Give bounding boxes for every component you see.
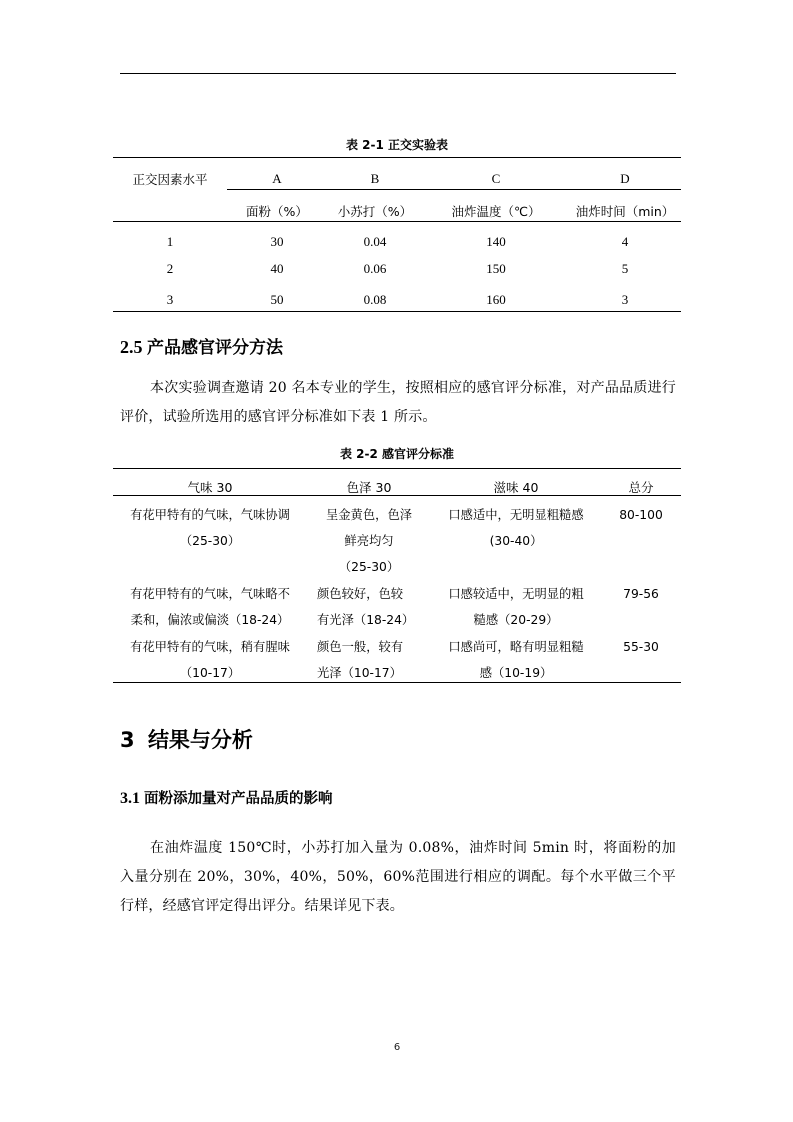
- section-title: 面粉添加量对产品品质的影响: [144, 791, 333, 807]
- table2-header-color: 色泽 30: [346, 480, 392, 495]
- table2-cell-line: 口感较适中，无明显的粗: [448, 587, 584, 601]
- table1-cell: 140: [486, 234, 506, 249]
- table2-row3-odor: [113, 634, 307, 686]
- table1-cell: 0.06: [363, 261, 387, 276]
- table2-row1-color: [307, 502, 431, 580]
- table2-row1-total: 80-100: [619, 508, 663, 522]
- table1-factor-name-c: 油炸温度（℃）: [451, 204, 541, 219]
- table1-cell: 50: [270, 292, 284, 307]
- table2-row1-taste: [431, 502, 601, 554]
- table1-row-level: 1: [166, 234, 174, 249]
- table1-factor-name-d: 油炸时间（min）: [575, 204, 675, 219]
- table2-row1-odor: [113, 502, 307, 554]
- section-2-5-heading: [120, 333, 283, 358]
- table1-cell: 30: [270, 234, 284, 249]
- section-number: 3: [120, 728, 135, 752]
- table1-cell: 150: [486, 261, 506, 276]
- table1-top-rule: [113, 157, 681, 158]
- table1-row-header-label: 正交因素水平: [132, 172, 208, 187]
- table2-row3-color: [307, 634, 431, 686]
- table2-cell-line: 糙感（20-29）: [473, 613, 559, 627]
- table2-cell-line: 感（10-19）: [479, 666, 553, 680]
- section-2-5-paragraph: 本次实验调查邀请 20 名本专业的学生，按照相应的感官评分标准，对产品品质进行评价，试验所选用的感官评分标准如下表 1 所示。: [120, 380, 676, 425]
- section-3-1-paragraph: 在油炸温度 150℃时，小苏打加入量为 0.08%，油炸时间 5min 时，将面粉的加入量分别在 20%，30%，40%，50%，60%范围进行相应的调配。每个水平做三个平行样，经感官评定得出评分。结果详见下表。: [120, 840, 676, 914]
- page-header-rule: [120, 73, 676, 74]
- table1-cell: 0.04: [363, 234, 387, 249]
- table1-factor-name-b: 小苏打（%）: [337, 204, 413, 219]
- table2-cell-line: (30-40）: [489, 534, 543, 548]
- table1-caption: 表 2-1 正交实验表: [345, 138, 449, 152]
- table2-cell-line: 光泽（10-17）: [317, 666, 402, 680]
- table2-cell-line: 口感适中，无明显粗糙感: [448, 508, 584, 522]
- table1-factor-letter-b: B: [370, 171, 380, 186]
- table2-cell-line: （10-17）: [179, 666, 241, 680]
- table2-header-taste: 滋味 40: [493, 480, 539, 495]
- section-number: 3.1: [120, 790, 140, 807]
- table1-cell: 4: [621, 234, 629, 249]
- table2-bottom-rule: [113, 682, 681, 683]
- table1-factor-letter-a: A: [272, 171, 282, 186]
- table2-row2-color: [307, 581, 431, 633]
- table2-header-odor: 气味 30: [187, 480, 233, 495]
- table2-row3-taste: [431, 634, 601, 686]
- table1-cell: 0.08: [363, 292, 387, 307]
- table2-cell-line: （25-30）: [338, 560, 400, 574]
- table2-caption: 表 2-2 感官评分标准: [339, 447, 455, 461]
- section-title: 结果与分析: [147, 728, 253, 752]
- table1-factor-name-a: 面粉（%）: [246, 204, 308, 219]
- table2-cell-line: 口感尚可，略有明显粗糙: [448, 640, 584, 654]
- table2-cell-line: 柔和，偏浓或偏淡（18-24）: [130, 613, 290, 627]
- table2-cell-line: 有光泽（18-24）: [317, 613, 415, 627]
- table2-cell-line: 有花甲特有的气味，气味略不: [130, 587, 290, 601]
- table2-cell-line: 有花甲特有的气味，稍有腥味: [130, 640, 290, 654]
- section-3-1-heading: [120, 787, 333, 808]
- table2-row2-total: 79-56: [623, 587, 659, 601]
- table1-cell: 160: [486, 292, 506, 307]
- table2-row2-odor: [113, 581, 307, 633]
- table1-cell: 3: [621, 292, 629, 307]
- page-number: 6: [393, 1042, 401, 1053]
- table2-cell-line: 颜色一般，较有: [317, 640, 404, 654]
- table2-cell-line: （25-30）: [179, 534, 241, 548]
- table1-factor-letter-c: C: [491, 171, 501, 186]
- table2-cell-line: 颜色较好，色较: [317, 587, 404, 601]
- table2-cell-line: 有花甲特有的气味，气味协调: [130, 508, 290, 522]
- section-3-heading: [120, 724, 253, 754]
- table2-header-rule: [113, 495, 681, 496]
- table2-top-rule: [113, 468, 681, 469]
- table2-cell-line: 鲜亮均匀: [344, 534, 394, 548]
- table1-bottom-rule: [113, 311, 681, 312]
- table2-cell-line: 呈金黄色，色泽: [325, 508, 413, 522]
- table1-cell: 40: [270, 261, 284, 276]
- table2-row3-total: 55-30: [623, 640, 659, 654]
- table1-factor-letter-d: D: [620, 171, 630, 186]
- table2-row2-taste: [431, 581, 601, 633]
- section-title: 产品感官评分方法: [147, 338, 283, 358]
- table1-mid-rule: [227, 189, 681, 190]
- table1-row-level: 3: [166, 292, 174, 307]
- table1-header-rule: [113, 221, 681, 222]
- table1-cell: 5: [621, 261, 629, 276]
- table2-header-total: 总分: [628, 480, 654, 495]
- section-number: 2.5: [120, 337, 143, 357]
- table1-row-level: 2: [166, 261, 174, 276]
